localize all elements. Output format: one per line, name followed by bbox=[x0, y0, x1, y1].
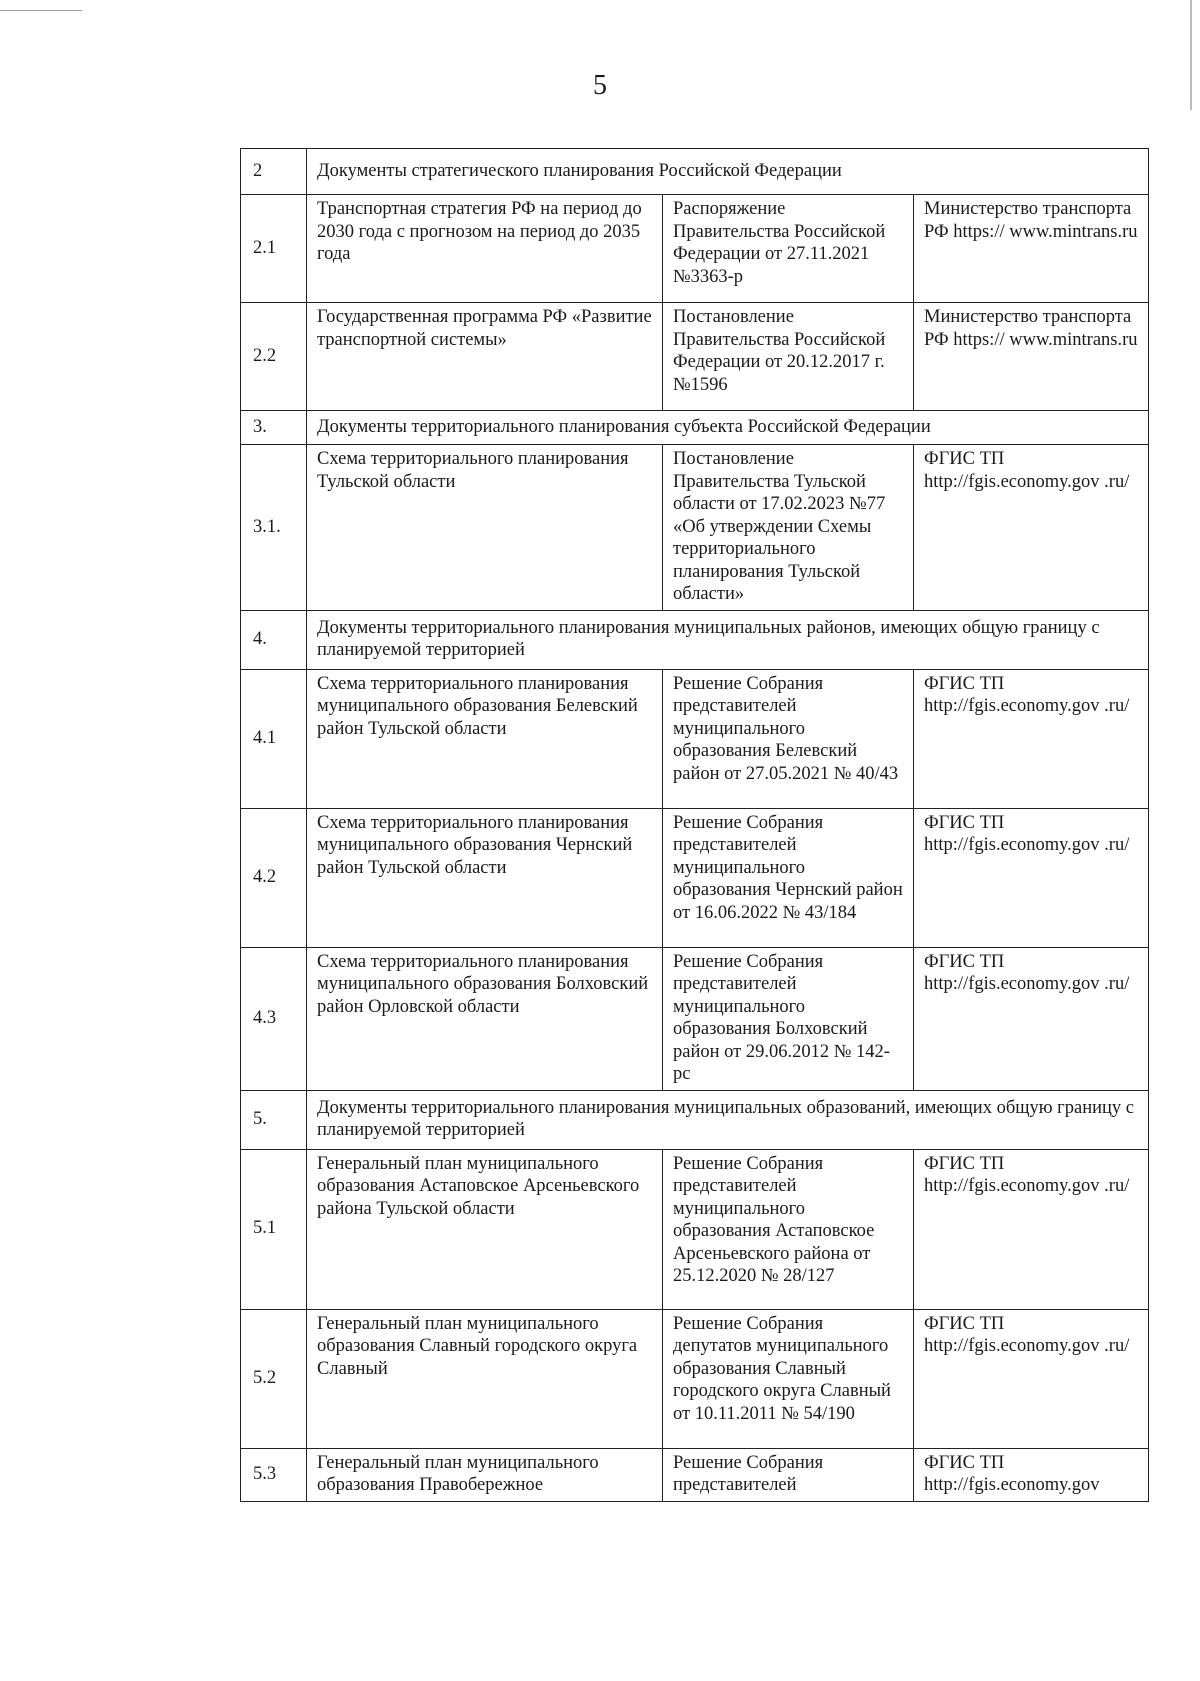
document-source: ФГИС ТП http://fgis.economy.gov .ru/ bbox=[914, 445, 1149, 611]
row-number: 2.2 bbox=[241, 303, 307, 411]
section-header-row bbox=[241, 610, 1149, 669]
row-number: 2.1 bbox=[241, 195, 307, 303]
section-number: 2 bbox=[241, 149, 307, 195]
document-source: ФГИС ТП http://fgis.economy.gov .ru/ bbox=[914, 669, 1149, 808]
approval-act: Решение Собрания представителей муниципального образования Чернский район от 16.06.2022 № 43/184 bbox=[663, 808, 914, 947]
document-name: Генеральный план муниципального образования Славный городского округа Славный bbox=[307, 1309, 663, 1448]
row-number: 4.2 bbox=[241, 808, 307, 947]
section-title: Документы стратегического планирования Российской Федерации bbox=[307, 149, 1149, 195]
scan-artifact-top-left bbox=[0, 10, 82, 11]
table-row bbox=[241, 303, 1149, 411]
documents-table bbox=[240, 148, 1149, 1502]
section-header-row bbox=[241, 411, 1149, 445]
approval-act: Постановление Правительства Российской Федерации от 20.12.2017 г. №1596 bbox=[663, 303, 914, 411]
section-number: 5. bbox=[241, 1090, 307, 1149]
approval-act: Распоряжение Правительства Российской Федерации от 27.11.2021 №3363-р bbox=[663, 195, 914, 303]
document-source: ФГИС ТП http://fgis.economy.gov .ru/ bbox=[914, 1149, 1149, 1309]
document-name: Схема территориального планирования муниципального образования Чернский район Тульской области bbox=[307, 808, 663, 947]
section-number: 4. bbox=[241, 610, 307, 669]
table-row bbox=[241, 808, 1149, 947]
section-title: Документы территориального планирования субъекта Российской Федерации bbox=[307, 411, 1149, 445]
document-name: Схема территориального планирования муниципального образования Белевский район Тульской области bbox=[307, 669, 663, 808]
table-row bbox=[241, 947, 1149, 1090]
table-row bbox=[241, 445, 1149, 611]
section-number: 3. bbox=[241, 411, 307, 445]
document-source: Министерство транспорта РФ https:// www.mintrans.ru bbox=[914, 195, 1149, 303]
section-header-row bbox=[241, 1090, 1149, 1149]
table-row bbox=[241, 1309, 1149, 1448]
approval-act: Решение Собрания представителей муниципального образования Астаповское Арсеньевского района от 25.12.2020 № 28/127 bbox=[663, 1149, 914, 1309]
scan-artifact-right-edge bbox=[1190, 0, 1192, 110]
row-number: 4.1 bbox=[241, 669, 307, 808]
table-body bbox=[241, 149, 1149, 1502]
approval-act: Решение Собрания депутатов муниципального образования Славный городского округа Славный от 10.11.2011 № 54/190 bbox=[663, 1309, 914, 1448]
document-name: Государственная программа РФ «Развитие транспортной системы» bbox=[307, 303, 663, 411]
row-number: 5.1 bbox=[241, 1149, 307, 1309]
row-number: 3.1. bbox=[241, 445, 307, 611]
document-name: Генеральный план муниципального образования Правобережное bbox=[307, 1448, 663, 1501]
section-title: Документы территориального планирования муниципальных образований, имеющих общую границу с планируемой территорией bbox=[307, 1090, 1149, 1149]
document-name: Генеральный план муниципального образования Астаповское Арсеньевского района Тульской области bbox=[307, 1149, 663, 1309]
document-source: Министерство транспорта РФ https:// www.mintrans.ru bbox=[914, 303, 1149, 411]
approval-act: Решение Собрания представителей муниципального образования Белевский район от 27.05.2021 № 40/43 bbox=[663, 669, 914, 808]
table-row bbox=[241, 195, 1149, 303]
row-number: 5.3 bbox=[241, 1448, 307, 1501]
document-name: Транспортная стратегия РФ на период до 2030 года с прогнозом на период до 2035 года bbox=[307, 195, 663, 303]
approval-act: Решение Собрания представителей bbox=[663, 1448, 914, 1501]
document-source: ФГИС ТП http://fgis.economy.gov .ru/ bbox=[914, 808, 1149, 947]
section-header-row bbox=[241, 149, 1149, 195]
document-source: ФГИС ТП http://fgis.economy.gov .ru/ bbox=[914, 947, 1149, 1090]
row-number: 4.3 bbox=[241, 947, 307, 1090]
document-name: Схема территориального планирования муниципального образования Болховский район Орловской области bbox=[307, 947, 663, 1090]
document-source: ФГИС ТП http://fgis.economy.gov bbox=[914, 1448, 1149, 1501]
table-row bbox=[241, 1448, 1149, 1501]
table-row bbox=[241, 669, 1149, 808]
document-name: Схема территориального планирования Тульской области bbox=[307, 445, 663, 611]
document-source: ФГИС ТП http://fgis.economy.gov .ru/ bbox=[914, 1309, 1149, 1448]
approval-act: Решение Собрания представителей муниципального образования Болховский район от 29.06.2012 № 142-рс bbox=[663, 947, 914, 1090]
section-title: Документы территориального планирования муниципальных районов, имеющих общую границу с планируемой территорией bbox=[307, 610, 1149, 669]
row-number: 5.2 bbox=[241, 1309, 307, 1448]
page-number: 5 bbox=[593, 70, 607, 101]
table-row bbox=[241, 1149, 1149, 1309]
approval-act: Постановление Правительства Тульской области от 17.02.2023 №77 «Об утверждении Схемы территориального планирования Тульской области» bbox=[663, 445, 914, 611]
